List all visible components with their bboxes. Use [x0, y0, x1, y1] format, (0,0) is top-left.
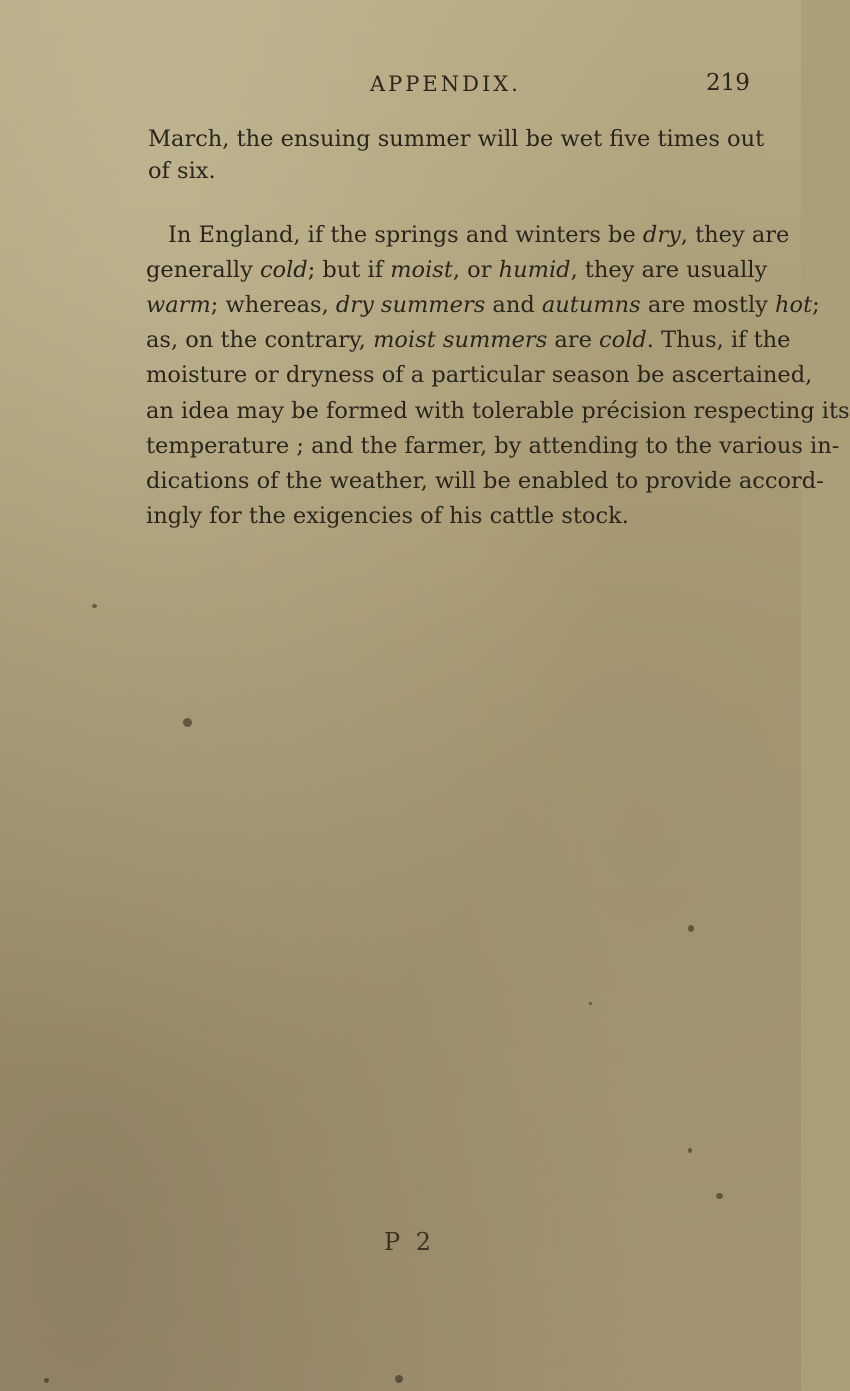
paper-speck [589, 1002, 592, 1005]
paragraph-2-line-8: dications of the weather, will be enabled to provide accord- [146, 468, 824, 494]
text-run: , they are usually [570, 257, 768, 283]
italic-text-run: dry summers [335, 292, 486, 318]
paper-speck [44, 1378, 49, 1383]
paragraph-2-line-2 [146, 257, 767, 283]
text-run: ; but if [307, 257, 391, 283]
paragraph-2-line-1 [168, 222, 789, 248]
text-run: . Thus, if the [646, 327, 791, 353]
text-run: ; whereas, [210, 292, 336, 318]
text-run: as, on the contrary, [146, 327, 374, 353]
paragraph-2-line-5: moisture or dryness of a particular season be ascertained, [146, 362, 813, 388]
italic-text-run: moist summers [373, 327, 548, 353]
italic-text-run: cold [259, 257, 308, 283]
page-header [0, 72, 801, 112]
text-run: and [485, 292, 542, 318]
printer-signature-mark: P 2 [384, 1228, 436, 1256]
paragraph-2-line-6: an idea may be formed with tolerable précision respecting its [146, 398, 850, 424]
italic-text-run: hot [775, 292, 813, 318]
text-run: ; [812, 292, 820, 318]
paragraph-1-line-2: of six. [148, 158, 216, 184]
italic-text-run: humid [498, 257, 571, 283]
paragraph-2-line-9: ingly for the exigencies of his cattle stock. [146, 503, 629, 529]
italic-text-run: dry [642, 222, 681, 248]
paragraph-2-line-3 [146, 292, 820, 318]
text-run: generally [146, 257, 260, 283]
paper-speck [395, 1375, 403, 1383]
paragraph-1-line-1: March, the ensuing summer will be wet five times out [148, 126, 765, 152]
running-title: APPENDIX. [370, 72, 521, 96]
text-run: In England, if the springs and winters be [168, 222, 643, 248]
italic-text-run: cold [599, 327, 647, 353]
paper-speck [716, 1193, 723, 1199]
text-run: are mostly [640, 292, 776, 318]
italic-text-run: warm [146, 292, 211, 318]
paragraph-2-line-7: temperature ; and the farmer, by attending to the various in- [146, 433, 840, 459]
paper-speck [688, 1148, 692, 1153]
text-run: , they are [680, 222, 790, 248]
paper-speck [688, 925, 694, 932]
page-number: 219 [706, 70, 750, 96]
text-run: , or [452, 257, 499, 283]
italic-text-run: autumns [541, 292, 641, 318]
paper-speck [183, 718, 192, 727]
italic-text-run: moist [390, 257, 453, 283]
paragraph-2-line-4 [146, 327, 790, 353]
paper-speck [92, 604, 97, 608]
text-run: are [547, 327, 600, 353]
